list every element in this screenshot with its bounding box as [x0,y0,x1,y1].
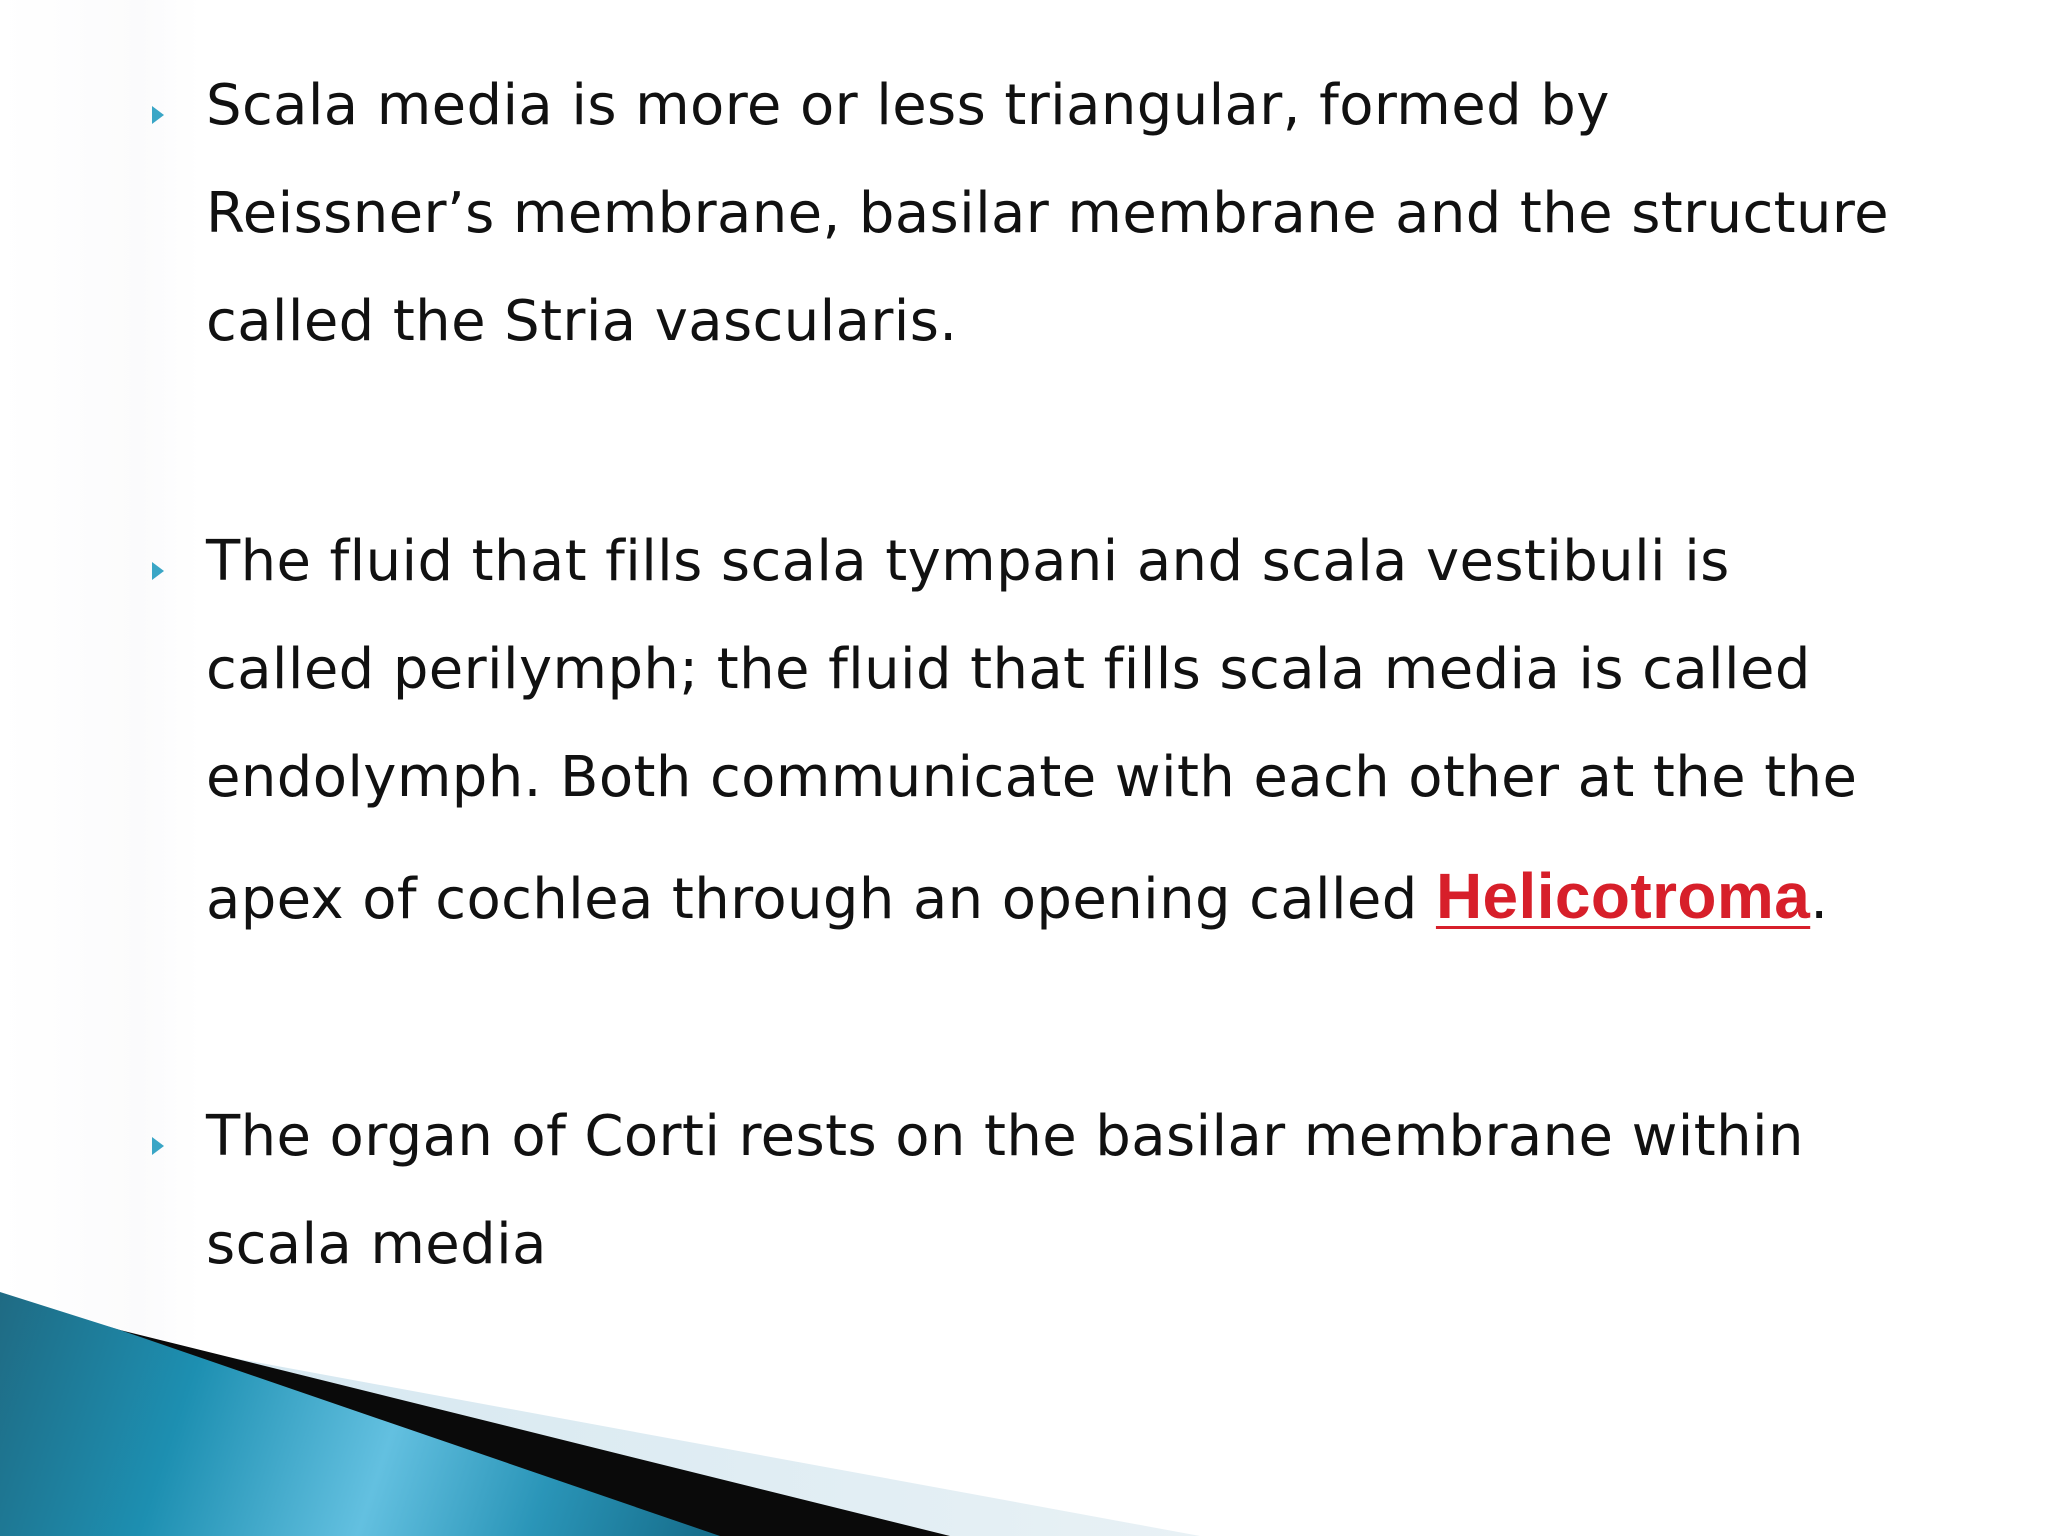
bullet-2-line-4 [206,832,1970,964]
bullet-3-line-1: The organ of Corti rests on the basilar membrane within [206,1104,1804,1169]
bullet-item-3 [150,1083,1970,1299]
bullet-triangle-icon [150,104,166,126]
bullet-text-1 [206,52,1970,376]
bullet-2-line-4-suffix: . [1810,867,1829,932]
bullet-2-line-3: endolymph. Both communicate with each other at the the [206,745,1858,810]
bullet-2-line-2: called perilymph; the fluid that fills scala media is called [206,637,1811,702]
bullet-2-line-1: The fluid that fills scala tympani and scala vestibuli is [206,529,1730,594]
bullet-triangle-icon [150,1135,166,1157]
bullet-text-2 [206,508,1970,964]
bullet-text-3 [206,1083,1970,1299]
bullet-item-2 [150,508,1970,964]
bullet-3-line-2: scala media [206,1212,547,1277]
bullet-triangle-icon [150,560,166,582]
bullet-1-line-2: Reissner’s membrane, basilar membrane and the structure [206,181,1889,246]
helicotroma-link[interactable]: Helicotroma [1435,860,1811,932]
bullet-1-line-3: called the Stria vascularis. [206,289,958,354]
bullet-2-line-4-prefix: apex of cochlea through an opening called [206,867,1436,932]
bullet-item-1 [150,52,1970,376]
bullet-1-line-1: Scala media is more or less triangular, formed by [206,73,1610,138]
